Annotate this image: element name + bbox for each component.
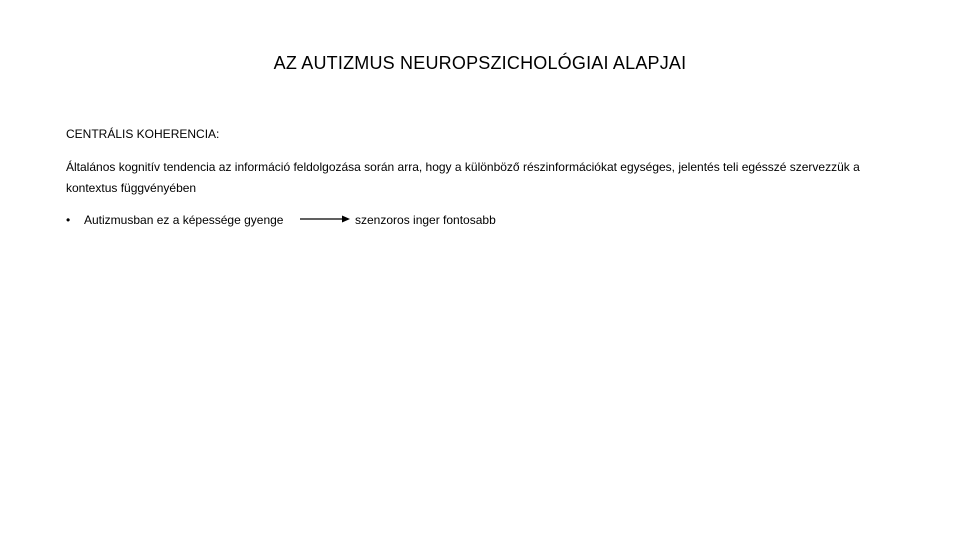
bullet-mark: • <box>66 213 71 227</box>
result-text: szenzoros inger fontosabb <box>355 213 496 227</box>
slide-title: AZ AUTIZMUS NEUROPSZICHOLÓGIAI ALAPJAI <box>273 53 687 73</box>
definition-text: Általános kognitív tendencia az információ feldolgozása során arra, hogy a különböző részinformációkat egységes, jelentés teli egésszé szervezzük a kontextus függvényében <box>66 160 860 195</box>
arrow-right-icon <box>300 214 350 224</box>
section-heading: CENTRÁLIS KOHERENCIA: <box>66 127 220 141</box>
bullet-text: Autizmusban ez a képessége gyenge <box>84 213 284 227</box>
